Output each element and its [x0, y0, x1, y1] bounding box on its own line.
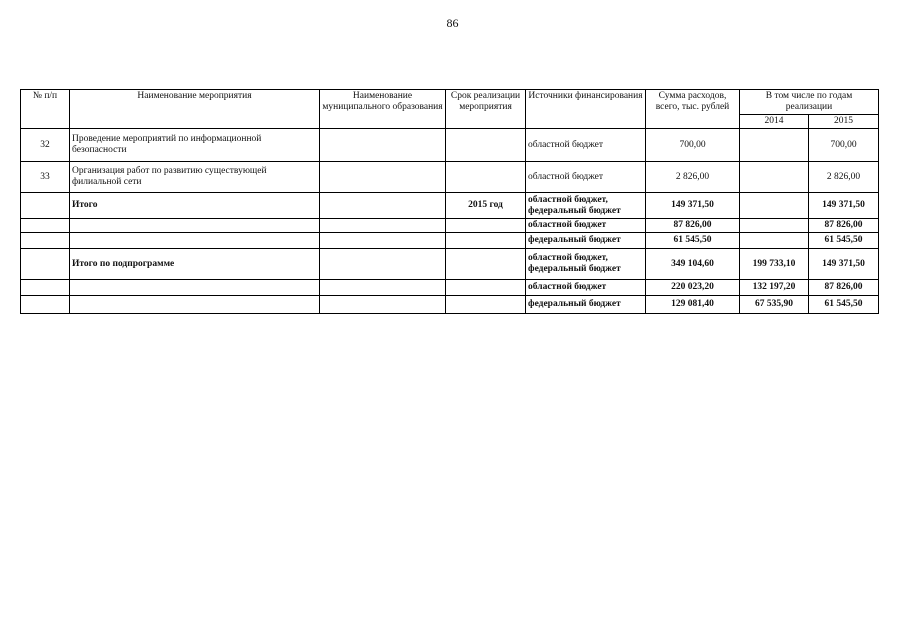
cell-num	[21, 296, 70, 314]
cell-term	[446, 219, 526, 233]
cell-source: областной бюджет	[526, 162, 646, 193]
table-row	[21, 129, 879, 162]
cell-2014: 199 733,10	[740, 249, 809, 280]
cell-term: 2015 год	[446, 193, 526, 219]
header-sum: Сумма расходов, всего, тыс. рублей	[646, 90, 740, 129]
cell-event-name: Итого	[70, 193, 320, 219]
header-sources: Источники финансирования	[526, 90, 646, 129]
table-row-subprogram-total	[21, 296, 879, 314]
cell-2015: 149 371,50	[809, 193, 879, 219]
cell-sum: 149 371,50	[646, 193, 740, 219]
cell-event-name	[70, 219, 320, 233]
cell-2014: 67 535,90	[740, 296, 809, 314]
cell-num: 32	[21, 129, 70, 162]
cell-2015: 87 826,00	[809, 219, 879, 233]
cell-sum: 700,00	[646, 129, 740, 162]
table-row-subprogram-total	[21, 280, 879, 296]
cell-event-name	[70, 233, 320, 249]
cell-sum: 61 545,50	[646, 233, 740, 249]
cell-term	[446, 162, 526, 193]
cell-num: 33	[21, 162, 70, 193]
cell-2015: 87 826,00	[809, 280, 879, 296]
cell-source: областной бюджет	[526, 280, 646, 296]
cell-source: федеральный бюджет	[526, 296, 646, 314]
table-row-total	[21, 233, 879, 249]
table-row-total	[21, 219, 879, 233]
cell-num	[21, 233, 70, 249]
cell-municipality	[320, 193, 446, 219]
cell-municipality	[320, 129, 446, 162]
cell-sum: 87 826,00	[646, 219, 740, 233]
cell-event-name: Проведение мероприятий по информационной безопасности	[70, 129, 320, 162]
table-row-total	[21, 193, 879, 219]
cell-sum: 129 081,40	[646, 296, 740, 314]
cell-num	[21, 193, 70, 219]
cell-term	[446, 280, 526, 296]
cell-term	[446, 129, 526, 162]
cell-municipality	[320, 296, 446, 314]
cell-municipality	[320, 219, 446, 233]
financing-table	[20, 89, 879, 314]
cell-event-name	[70, 296, 320, 314]
header-term: Срок реализации мероприятия	[446, 90, 526, 129]
cell-2014	[740, 219, 809, 233]
cell-num	[21, 280, 70, 296]
cell-num	[21, 219, 70, 233]
cell-source: областной бюджет	[526, 219, 646, 233]
cell-2015: 149 371,50	[809, 249, 879, 280]
table-row-subprogram-total	[21, 249, 879, 280]
header-event-name: Наименование мероприятия	[70, 90, 320, 129]
cell-source: областной бюджет	[526, 129, 646, 162]
cell-sum: 220 023,20	[646, 280, 740, 296]
cell-2015: 700,00	[809, 129, 879, 162]
cell-source: областной бюджет, федеральный бюджет	[526, 193, 646, 219]
cell-2014	[740, 129, 809, 162]
cell-2015: 2 826,00	[809, 162, 879, 193]
cell-2014	[740, 233, 809, 249]
cell-event-name	[70, 280, 320, 296]
cell-term	[446, 296, 526, 314]
header-by-years: В том числе по годам реализации	[740, 90, 879, 115]
cell-municipality	[320, 280, 446, 296]
cell-source: областной бюджет, федеральный бюджет	[526, 249, 646, 280]
cell-2014: 132 197,20	[740, 280, 809, 296]
cell-2014	[740, 193, 809, 219]
cell-num	[21, 249, 70, 280]
cell-municipality	[320, 162, 446, 193]
cell-municipality	[320, 233, 446, 249]
header-year-2014: 2014	[740, 115, 809, 129]
cell-event-name: Итого по подпрограмме	[70, 249, 320, 280]
cell-2015: 61 545,50	[809, 233, 879, 249]
cell-term	[446, 249, 526, 280]
page-number: 86	[446, 16, 459, 30]
cell-event-name: Организация работ по развитию существующей филиальной сети	[70, 162, 320, 193]
cell-2015: 61 545,50	[809, 296, 879, 314]
header-num: № п/п	[21, 90, 70, 129]
cell-sum: 349 104,60	[646, 249, 740, 280]
cell-municipality	[320, 249, 446, 280]
cell-term	[446, 233, 526, 249]
header-municipality: Наименование муниципального образования	[320, 90, 446, 129]
cell-source: федеральный бюджет	[526, 233, 646, 249]
cell-sum: 2 826,00	[646, 162, 740, 193]
cell-2014	[740, 162, 809, 193]
header-year-2015: 2015	[809, 115, 879, 129]
table-row	[21, 162, 879, 193]
